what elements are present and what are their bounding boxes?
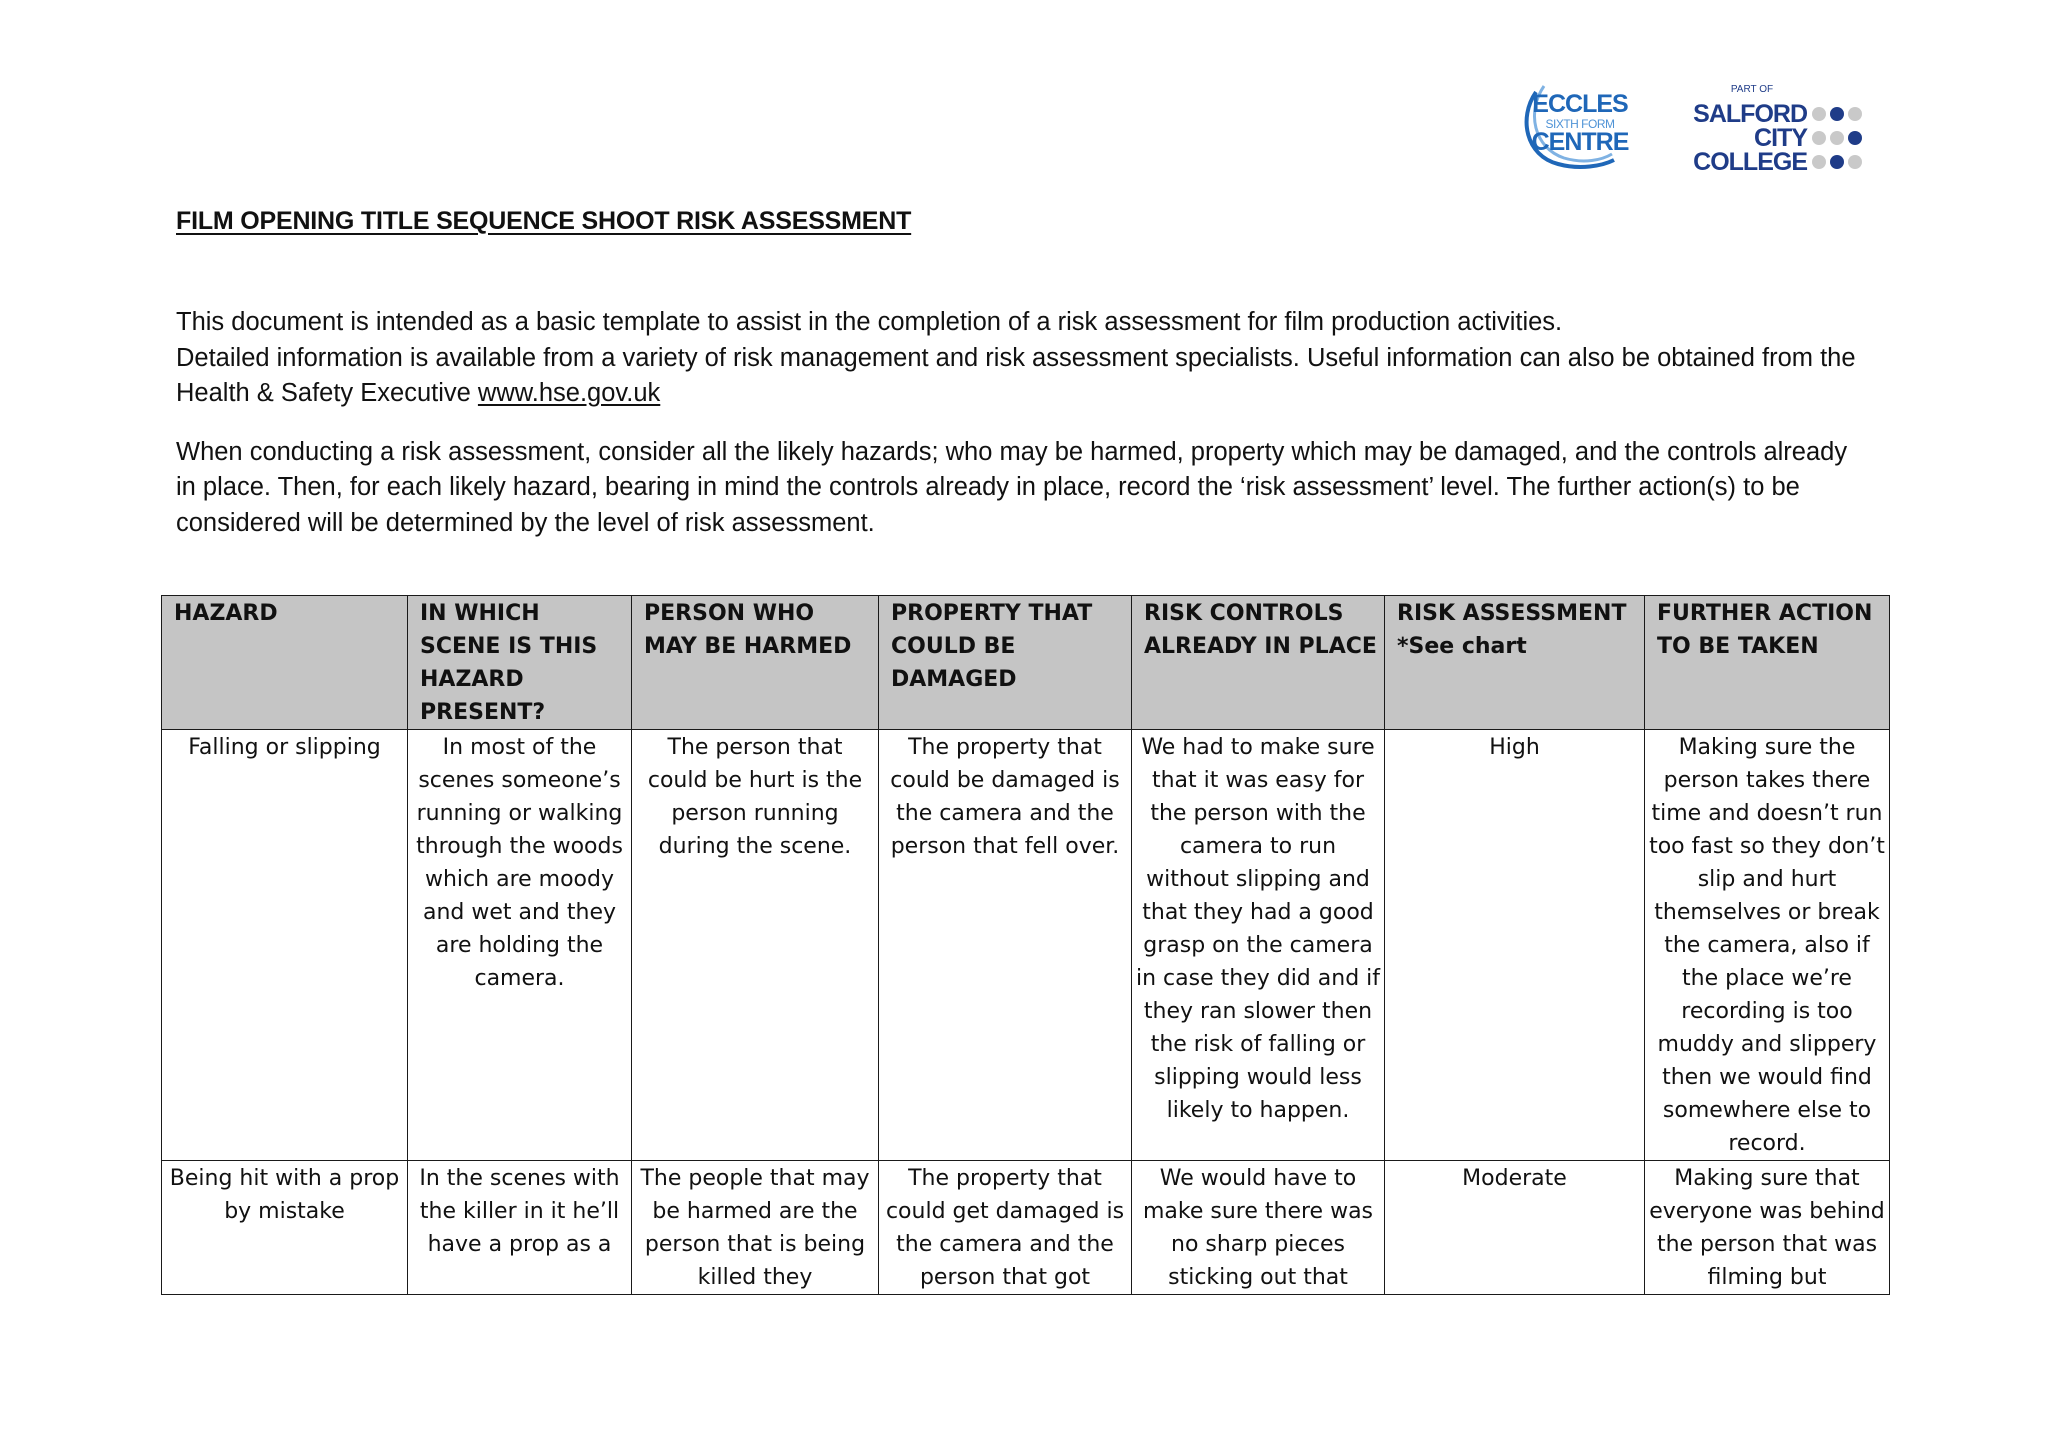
hse-link[interactable]: www.hse.gov.uk bbox=[477, 379, 661, 407]
cell-person-harmed: The person that could be hurt is the person running during the scene. bbox=[632, 730, 879, 1161]
cell-hazard: Falling or slipping bbox=[162, 730, 408, 1161]
svg-text:ECCLES: ECCLES bbox=[1532, 90, 1628, 118]
intro-text bbox=[176, 305, 1856, 541]
cell-further-action: Making sure the person takes there time and doesn’t run too fast so they don’t slip and hurt themselves or break the camera, also if the place we’re recording is too muddy and slippery then we would find somewhere else to record. bbox=[1645, 730, 1890, 1161]
svg-text:CENTRE: CENTRE bbox=[1531, 128, 1629, 156]
svg-text:COLLEGE: COLLEGE bbox=[1693, 148, 1807, 174]
cell-further-action: Making sure that everyone was behind the person that was filming but bbox=[1645, 1161, 1890, 1295]
table-row bbox=[162, 730, 1890, 1161]
document-title: FILM OPENING TITLE SEQUENCE SHOOT RISK ASSESSMENT bbox=[176, 207, 912, 235]
cell-risk-controls: We would have to make sure there was no sharp pieces sticking out that bbox=[1132, 1161, 1385, 1295]
header-scene: IN WHICH SCENE IS THIS HAZARD PRESENT? bbox=[408, 596, 632, 730]
header-logos bbox=[1522, 78, 1862, 178]
header-further-action: FURTHER ACTION TO BE TAKEN bbox=[1645, 596, 1890, 730]
eccles-sixth-form-centre-logo bbox=[1522, 78, 1642, 174]
risk-assessment-table bbox=[161, 595, 1890, 1295]
svg-text:SALFORD: SALFORD bbox=[1693, 100, 1807, 128]
header-property-damaged: PROPERTY THAT COULD BE DAMAGED bbox=[879, 596, 1132, 730]
svg-text:PART OF: PART OF bbox=[1730, 84, 1774, 95]
intro-line-1: This document is intended as a basic template to assist in the completion of a risk assessment for film production activities. bbox=[176, 308, 1563, 336]
intro-line-2: Detailed information is available from a variety of risk management and risk assessment specialists. Useful information can also be obtained from the Health & Safety Executive bbox=[176, 343, 1856, 407]
header-risk-assessment: RISK ASSESSMENT *See chart bbox=[1385, 596, 1645, 730]
cell-property-damaged: The property that could get damaged is the camera and the person that got bbox=[879, 1161, 1132, 1295]
cell-hazard: Being hit with a prop by mistake bbox=[162, 1161, 408, 1295]
svg-text:CITY: CITY bbox=[1754, 124, 1807, 152]
table-header-row bbox=[162, 596, 1890, 730]
cell-risk-assessment: High bbox=[1385, 730, 1645, 1161]
cell-scene: In the scenes with the killer in it he’ll have a prop as a bbox=[408, 1161, 632, 1295]
cell-risk-controls: We had to make sure that it was easy for the person with the camera to run without slipping and that they had a good grasp on the camera in case they did and if they ran slower then the risk of falling or slipping would less likely to happen. bbox=[1132, 730, 1385, 1161]
cell-risk-assessment: Moderate bbox=[1385, 1161, 1645, 1295]
salford-city-college-logo bbox=[1677, 80, 1862, 174]
table-row bbox=[162, 1161, 1890, 1295]
svg-text:SIXTH FORM: SIXTH FORM bbox=[1545, 117, 1615, 131]
cell-scene: In most of the scenes someone’s running or walking through the woods which are moody and wet and they are holding the camera. bbox=[408, 730, 632, 1161]
header-hazard: HAZARD bbox=[162, 596, 408, 730]
cell-property-damaged: The property that could be damaged is the camera and the person that fell over. bbox=[879, 730, 1132, 1161]
header-risk-controls: RISK CONTROLS ALREADY IN PLACE bbox=[1132, 596, 1385, 730]
cell-person-harmed: The people that may be harmed are the person that is being killed they bbox=[632, 1161, 879, 1295]
header-person-harmed: PERSON WHO MAY BE HARMED bbox=[632, 596, 879, 730]
intro-paragraph-2: When conducting a risk assessment, consider all the likely hazards; who may be harmed, property which may be damaged, and the controls already in place. Then, for each likely hazard, bearing in mind the controls already in place, record the ‘risk assessment’ level. The further action(s) to be considered will be determined by the level of risk assessment. bbox=[176, 437, 1848, 537]
intro-paragraph-1 bbox=[176, 305, 1856, 412]
